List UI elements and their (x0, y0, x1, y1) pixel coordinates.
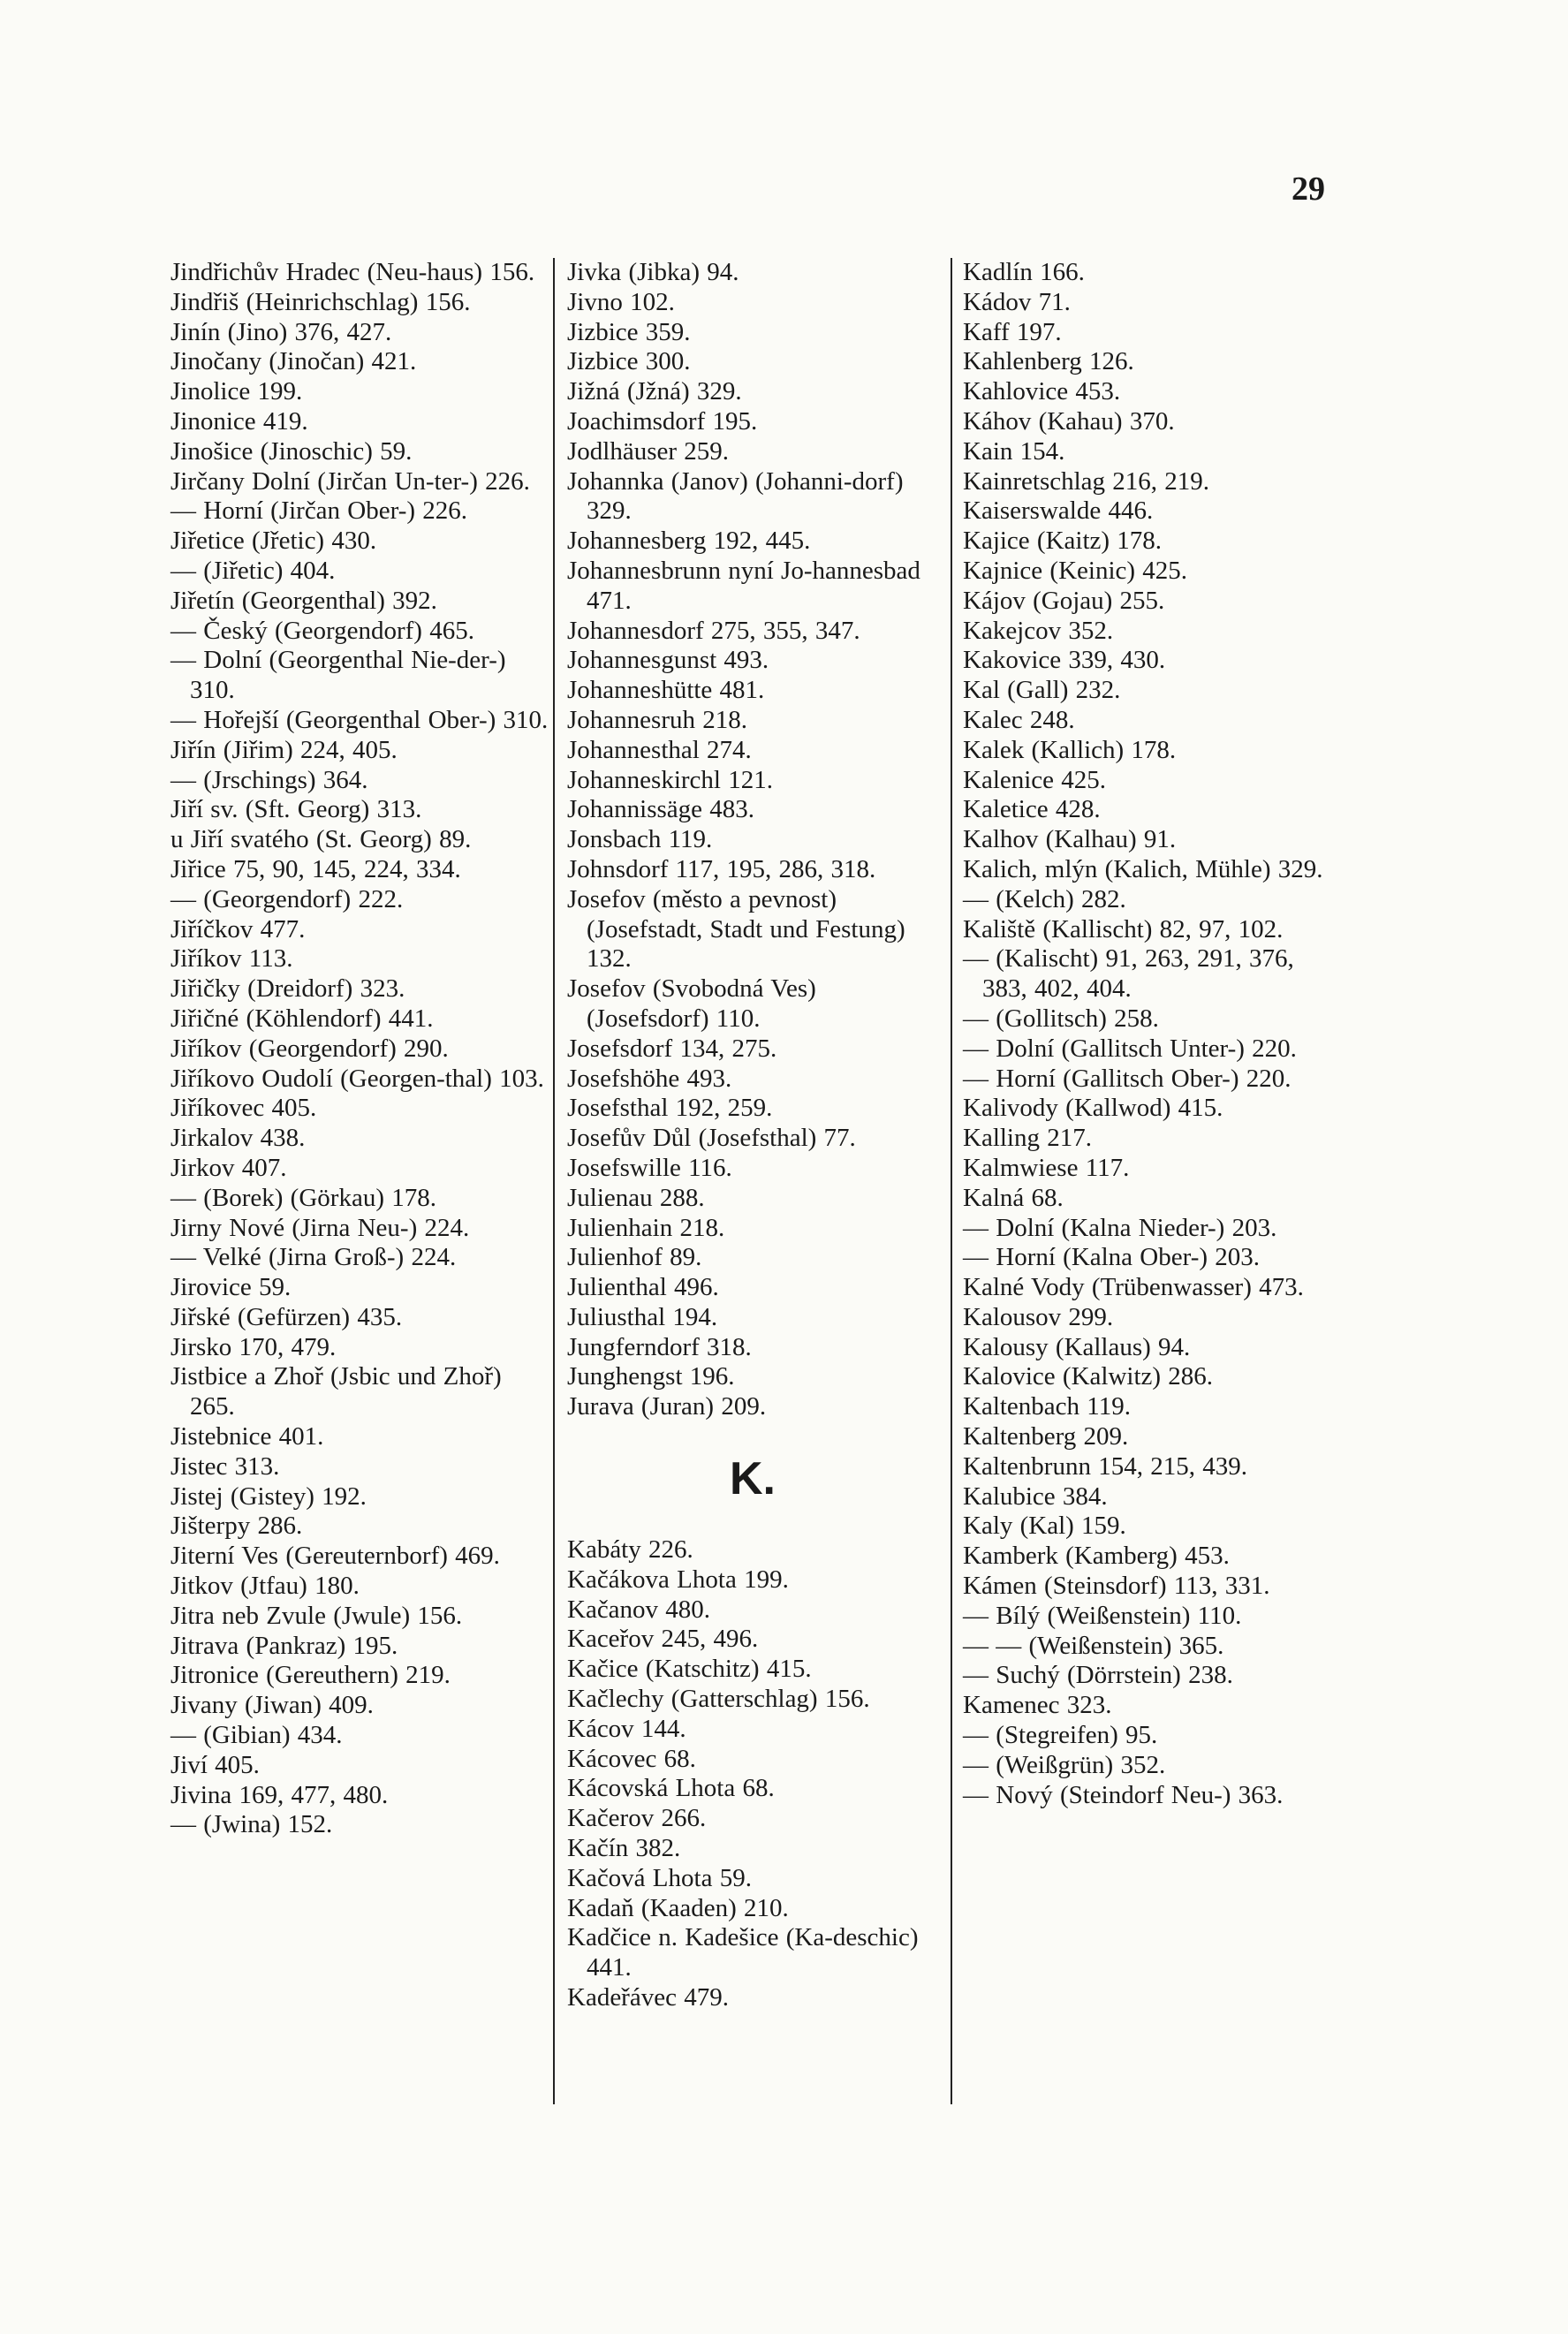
index-entry: Julienthal 496. (567, 1273, 719, 1302)
column-divider-2 (951, 258, 952, 2104)
index-column-3 (963, 258, 1338, 1810)
column-2-k-entries (567, 1535, 938, 2013)
index-entry: — (Weißgrün) 352. (963, 1750, 1166, 1779)
index-entry: Jonsbach 119. (567, 825, 713, 854)
index-entry: — (Kalischt) 91, 263, 291, 376, 383, 402, 404. (963, 944, 1294, 1004)
index-entry: Kalousov 299. (963, 1302, 1114, 1331)
index-entry: Kámen (Steinsdorf) 113, 331. (963, 1572, 1270, 1601)
index-entry: Jinín (Jino) 376, 427. (170, 317, 392, 346)
index-entry: Josefův Důl (Josefsthal) 77. (567, 1124, 856, 1153)
index-entry: Jodlhäuser 259. (567, 436, 730, 466)
index-entry: Kalling 217. (963, 1124, 1092, 1153)
index-entry: Kadčice n. Kadešice (Ka-deschic) 441. (567, 1923, 919, 1982)
index-entry: — Český (Georgendorf) 465. (170, 616, 474, 645)
index-entry: Kamberk (Kamberg) 453. (963, 1542, 1230, 1571)
index-entry: — (Stegreifen) 95. (963, 1721, 1158, 1750)
index-entry: — Dolní (Gallitsch Unter-) 220. (963, 1034, 1297, 1063)
index-entry: — (Kelch) 282. (963, 884, 1126, 913)
index-entry: Jiříčkov 477. (170, 914, 306, 943)
index-entry: Kačlechy (Gatterschlag) 156. (567, 1685, 870, 1714)
index-entry: Johannesdorf 275, 355, 347. (567, 616, 860, 645)
index-entry: Josefsthal 192, 259. (567, 1094, 773, 1123)
index-entry: Johannka (Janov) (Johanni-dorf) 329. (567, 466, 904, 526)
index-entry: Kalovice (Kalwitz) 286. (963, 1362, 1214, 1391)
index-entry: Kainretschlag 216, 219. (963, 466, 1210, 496)
index-entry: Kadaň (Kaaden) 210. (567, 1893, 789, 1922)
index-entry: Jiříkovo Oudolí (Georgen-thal) 103. (170, 1064, 544, 1093)
index-entry: — (Jwina) 152. (170, 1810, 333, 1839)
index-entry: Kalhov (Kalhau) 91. (963, 825, 1177, 854)
index-entry: Josefsdorf 134, 275. (567, 1034, 777, 1063)
index-entry: Jinolice 199. (170, 377, 303, 406)
index-entry: Kalná 68. (963, 1183, 1064, 1212)
index-entry: — (Jrschings) 364. (170, 765, 368, 794)
index-entry: Jinočany (Jinočan) 421. (170, 347, 417, 376)
index-entry: Kamenec 323. (963, 1691, 1112, 1720)
index-entry: Johannesthal 274. (567, 735, 752, 764)
index-entry: — Horní (Jirčan Ober-) 226. (170, 496, 468, 526)
index-entry: — Horní (Kalna Ober-) 203. (963, 1243, 1261, 1272)
index-entry: Kačice (Katschitz) 415. (567, 1655, 812, 1684)
index-entry: — Dolní (Georgenthal Nie-der-) 310. (170, 646, 506, 705)
index-entry: Kácovec 68. (567, 1744, 696, 1773)
index-entry: — Dolní (Kalna Nieder-) 203. (963, 1213, 1277, 1242)
index-entry: Junghengst 196. (567, 1362, 735, 1391)
index-entry: Jiřín (Jiřim) 224, 405. (170, 735, 398, 764)
index-entry: Jiřetín (Georgenthal) 392. (170, 586, 437, 615)
index-entry: Kaltenbach 119. (963, 1392, 1131, 1421)
index-entry: Josefswille 116. (567, 1153, 732, 1182)
index-entry: Jinonice 419. (170, 406, 308, 436)
column-divider-1 (553, 258, 555, 2104)
index-entry: — (Gibian) 434. (170, 1721, 343, 1750)
index-entry: Kalivody (Kallwod) 415. (963, 1094, 1223, 1123)
index-entry: Jiřičné (Köhlendorf) 441. (170, 1004, 434, 1033)
index-entry: Julienau 288. (567, 1183, 705, 1212)
index-entry: Johanneskirchl 121. (567, 765, 773, 794)
index-entry: — Hořejší (Georgenthal Ober-) 310. (170, 705, 549, 734)
index-entry: Kahlenberg 126. (963, 347, 1134, 376)
index-entry: Kaceřov 245, 496. (567, 1625, 759, 1654)
index-entry: Kačanov 480. (567, 1595, 711, 1624)
index-entry: Jiřské (Gefürzen) 435. (170, 1302, 403, 1331)
index-entry: Kajice (Kaitz) 178. (963, 527, 1163, 556)
index-entry: Johannesberg 192, 445. (567, 527, 811, 556)
index-entry: Kalousy (Kallaus) 94. (963, 1332, 1191, 1361)
index-entry: Jistej (Gistey) 192. (170, 1481, 367, 1511)
index-entry: Jizbice 359. (567, 317, 691, 346)
index-entry: Jivka (Jibka) 94. (567, 258, 739, 286)
index-entry: Johannesbrunn nyní Jo-hannesbad 471. (567, 556, 920, 615)
index-entry: Jiterní Ves (Gereuternborf) 469. (170, 1542, 500, 1571)
index-entry: Jitronice (Gereuthern) 219. (170, 1661, 451, 1690)
index-entry: — (Jiřetic) 404. (170, 556, 336, 585)
top-scan-mark (468, 0, 822, 5)
index-entry: Kádov 71. (963, 287, 1071, 316)
index-entry: Kabáty 226. (567, 1535, 693, 1565)
index-entry: — — (Weißenstein) 365. (963, 1631, 1224, 1660)
index-entry: Kalné Vody (Trübenwasser) 473. (963, 1273, 1304, 1302)
index-entry: Jiří sv. (Sft. Georg) 313. (170, 795, 422, 824)
index-entry: Johannesruh 218. (567, 705, 747, 734)
index-entry: Julienhof 89. (567, 1243, 702, 1272)
index-entry: Jirsko 170, 479. (170, 1332, 337, 1361)
index-entry: Jistebnice 401. (170, 1422, 324, 1451)
index-entry: Jišterpy 286. (170, 1512, 303, 1541)
index-entry: Jiví 405. (170, 1750, 260, 1779)
index-entry: Kain 154. (963, 436, 1065, 466)
index-entry: Jitkov (Jtfau) 180. (170, 1572, 360, 1601)
index-entry: Jirny Nové (Jirna Neu-) 224. (170, 1213, 470, 1242)
index-entry: Kačín 382. (567, 1834, 681, 1863)
index-entry: Kaiserswalde 446. (963, 496, 1154, 526)
index-entry: Johannesgunst 493. (567, 646, 769, 675)
index-entry: Josefshöhe 493. (567, 1064, 732, 1093)
index-entry: Juliusthal 194. (567, 1302, 718, 1331)
index-entry: Johanneshütte 481. (567, 676, 765, 705)
index-entry: Jitra neb Zvule (Jwule) 156. (170, 1601, 463, 1630)
index-entry: Jiřetice (Jřetic) 430. (170, 527, 377, 556)
index-entry: Kajnice (Keinic) 425. (963, 556, 1188, 585)
index-entry: Kadeřávec 479. (567, 1983, 729, 2012)
index-entry: — Horní (Gallitsch Ober-) 220. (963, 1064, 1292, 1093)
index-entry: Jurava (Juran) 209. (567, 1392, 767, 1421)
index-entry: Jistec 313. (170, 1451, 280, 1481)
index-entry: Josefov (město a pevnost) (Josefstadt, Stadt und Festung) 132. (567, 884, 905, 974)
index-column-1 (170, 258, 550, 1840)
index-entry: Jungferndorf 318. (567, 1332, 752, 1361)
index-entry: — (Georgendorf) 222. (170, 884, 404, 913)
index-entry: Kakejcov 352. (963, 616, 1114, 645)
index-entry: Josefov (Svobodná Ves) (Josefsdorf) 110. (567, 974, 816, 1033)
index-entry: Kačerov 266. (567, 1804, 707, 1833)
index-entry: Johnsdorf 117, 195, 286, 318. (567, 854, 876, 883)
index-entry: Kácov 144. (567, 1714, 686, 1743)
index-entry: Jirčany Dolní (Jirčan Un-ter-) 226. (170, 466, 530, 496)
index-entry: Jindřichův Hradec (Neu-haus) 156. (170, 258, 535, 286)
index-entry: Jižná (Jžná) 329. (567, 377, 742, 406)
index-entry: Kaletice 428. (963, 795, 1101, 824)
index-entry: Kaltenbrunn 154, 215, 439. (963, 1451, 1247, 1481)
index-entry: Jiřice 75, 90, 145, 224, 334. (170, 854, 461, 883)
index-entry: Kačová Lhota 59. (567, 1863, 752, 1892)
index-entry: — Nový (Steindorf Neu-) 363. (963, 1780, 1284, 1809)
index-entry: Jistbice a Zhoř (Jsbic und Zhoř) 265. (170, 1362, 502, 1421)
index-entry: Jivno 102. (567, 287, 675, 316)
index-entry: Jitrava (Pankraz) 195. (170, 1631, 398, 1660)
index-entry: Jizbice 300. (567, 347, 691, 376)
index-entry: Jirovice 59. (170, 1273, 292, 1302)
index-entry: Jirkov 407. (170, 1153, 287, 1182)
index-entry: Kalenice 425. (963, 765, 1107, 794)
index-entry: Joachimsdorf 195. (567, 406, 758, 436)
index-entry: Kaly (Kal) 159. (963, 1512, 1126, 1541)
index-entry: Jinošice (Jinoschic) 59. (170, 436, 413, 466)
index-entry: Kácovská Lhota 68. (567, 1774, 775, 1803)
index-entry: Kadlín 166. (963, 258, 1085, 286)
index-entry: — Bílý (Weißenstein) 110. (963, 1601, 1242, 1630)
index-entry: Kaff 197. (963, 317, 1062, 346)
page-number: 29 (1292, 171, 1325, 208)
section-letter-k: K. (730, 1453, 776, 1505)
index-entry: Jivina 169, 477, 480. (170, 1780, 389, 1809)
index-entry: — (Gollitsch) 258. (963, 1004, 1159, 1033)
index-entry: Jiříkov (Georgendorf) 290. (170, 1034, 449, 1063)
index-entry: Jirkalov 438. (170, 1124, 306, 1153)
index-entry: Kalich, mlýn (Kalich, Mühle) 329. (963, 854, 1323, 883)
index-entry: Kalmwiese 117. (963, 1153, 1130, 1182)
index-entry: — (Borek) (Görkau) 178. (170, 1183, 436, 1212)
index-entry: Kalek (Kallich) 178. (963, 735, 1177, 764)
index-entry: Káhov (Kahau) 370. (963, 406, 1175, 436)
index-entry: Jiřičky (Dreidorf) 323. (170, 974, 405, 1004)
index-entry: Jindřiš (Heinrichschlag) 156. (170, 287, 471, 316)
index-entry: Jiříkovec 405. (170, 1094, 317, 1123)
index-entry: Kájov (Gojau) 255. (963, 586, 1165, 615)
index-entry: Kal (Gall) 232. (963, 676, 1121, 705)
index-entry: Kahlovice 453. (963, 377, 1121, 406)
index-entry: — Suchý (Dörrstein) 238. (963, 1661, 1233, 1690)
index-entry: Julienhain 218. (567, 1213, 725, 1242)
index-entry: Kaltenberg 209. (963, 1422, 1129, 1451)
column-2-j-entries (567, 258, 938, 1422)
index-entry: Johannissäge 483. (567, 795, 755, 824)
index-entry: Jivany (Jiwan) 409. (170, 1691, 374, 1720)
index-entry: Jiříkov 113. (170, 944, 293, 974)
index-entry: u Jiří svatého (St. Georg) 89. (170, 825, 472, 854)
index-entry: Kačákova Lhota 199. (567, 1565, 789, 1594)
index-entry: — Velké (Jirna Groß-) 224. (170, 1243, 457, 1272)
index-column-2 (567, 258, 938, 2013)
index-entry: Kaliště (Kallischt) 82, 97, 102. (963, 914, 1284, 943)
index-entry: Kakovice 339, 430. (963, 646, 1166, 675)
index-entry: Kalec 248. (963, 705, 1075, 734)
index-entry: Kalubice 384. (963, 1481, 1108, 1511)
